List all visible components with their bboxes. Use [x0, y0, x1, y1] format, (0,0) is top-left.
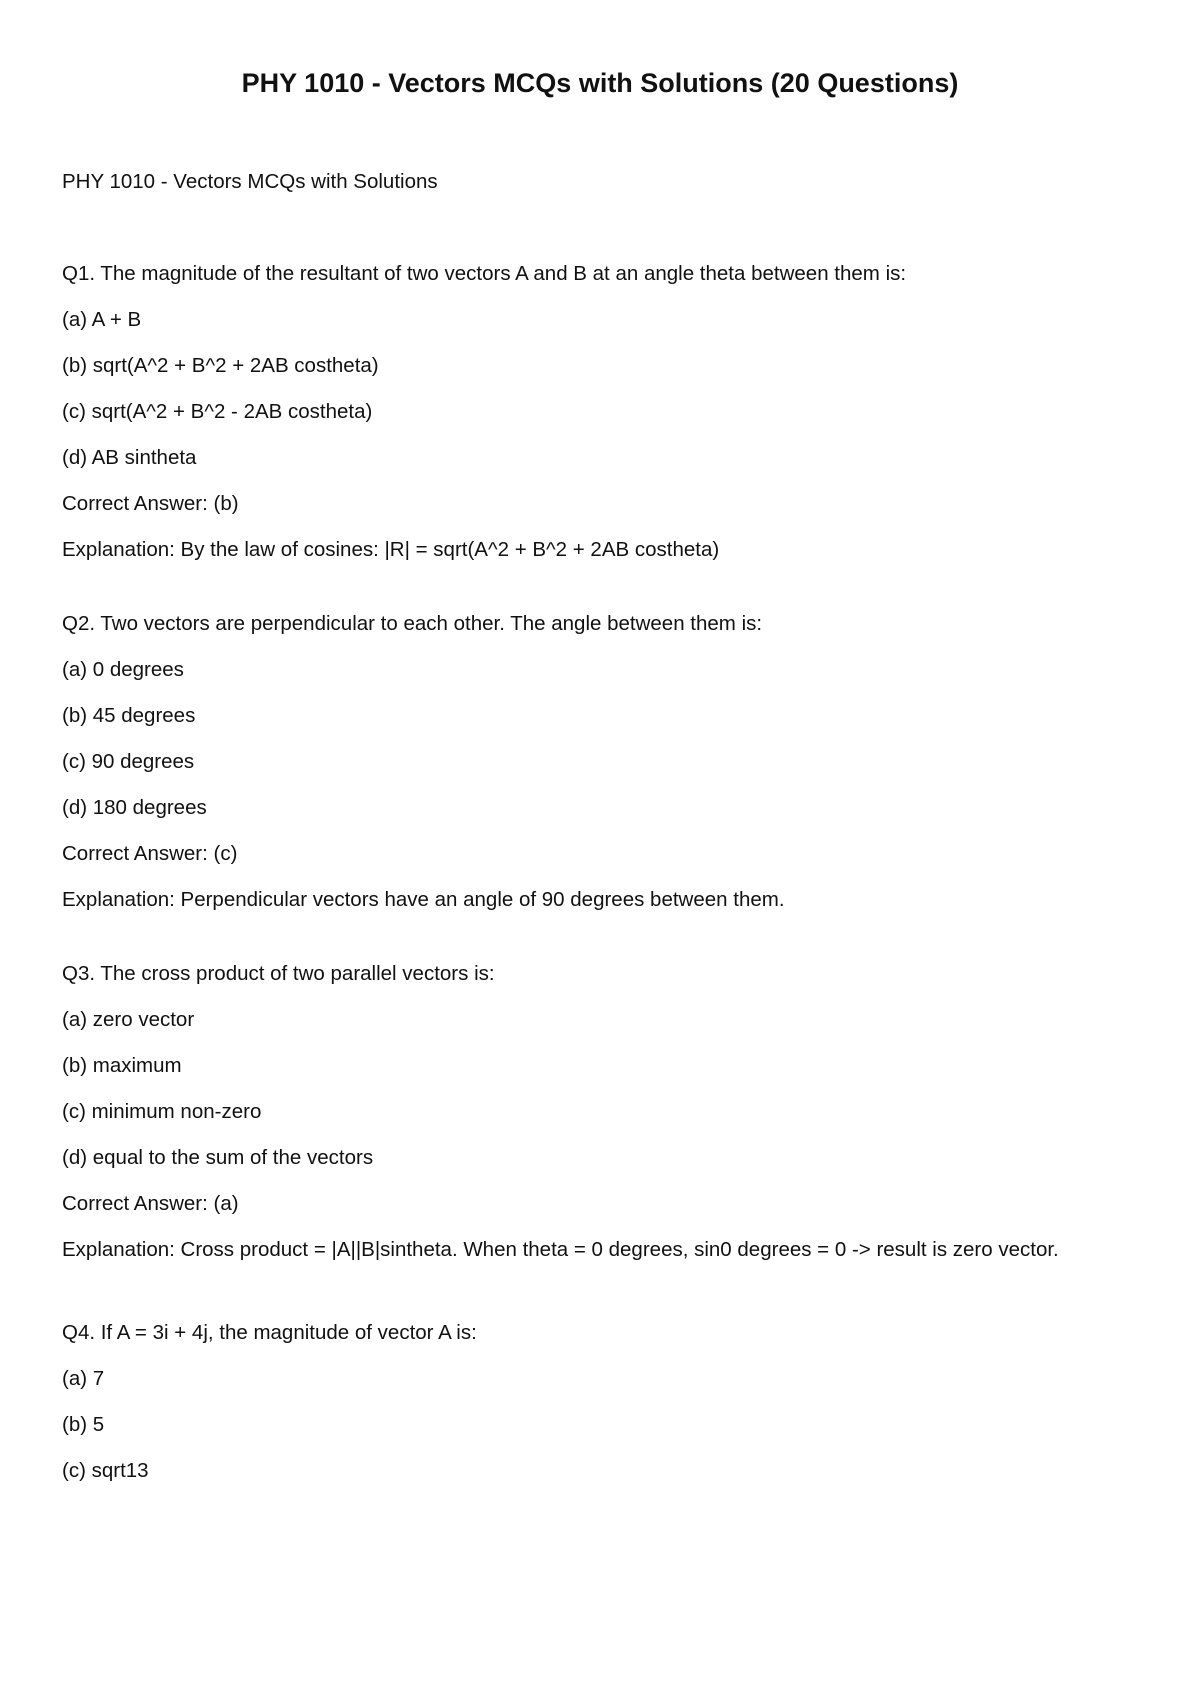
answer-option: (c) sqrt13	[62, 1459, 149, 1482]
document-subtitle: PHY 1010 - Vectors MCQs with Solutions	[62, 170, 438, 193]
answer-option: (a) 0 degrees	[62, 658, 184, 681]
question-prompt: Q4. If A = 3i + 4j, the magnitude of vector A is:	[62, 1321, 477, 1344]
answer-option: (d) 180 degrees	[62, 796, 207, 819]
question-4	[62, 1319, 1147, 1485]
answer-option: (d) AB sintheta	[62, 446, 197, 469]
answer-option: (c) sqrt(A^2 + B^2 - 2AB costheta)	[62, 400, 373, 423]
answer-option: (a) A + B	[62, 308, 142, 331]
answer-option: (b) 5	[62, 1413, 105, 1436]
answer-option: (a) zero vector	[62, 1008, 195, 1031]
explanation: Explanation: Cross product = |A||B|sintheta. When theta = 0 degrees, sin0 degrees = 0 -> result is zero vector.	[62, 1238, 1059, 1261]
question-3	[62, 960, 1147, 1273]
answer-option: (c) minimum non-zero	[62, 1100, 262, 1123]
answer-option: (d) equal to the sum of the vectors	[62, 1146, 374, 1169]
questions-list	[62, 260, 1147, 1531]
answer-option: (c) 90 degrees	[62, 750, 195, 773]
answer-option: (b) 45 degrees	[62, 704, 196, 727]
correct-answer: Correct Answer: (a)	[62, 1192, 239, 1215]
question-prompt: Q2. Two vectors are perpendicular to each other. The angle between them is:	[62, 612, 763, 635]
explanation: Explanation: By the law of cosines: |R| = sqrt(A^2 + B^2 + 2AB costheta)	[62, 538, 720, 561]
explanation: Explanation: Perpendicular vectors have an angle of 90 degrees between them.	[62, 888, 785, 911]
question-prompt: Q1. The magnitude of the resultant of two vectors A and B at an angle theta between them is:	[62, 262, 907, 285]
question-prompt: Q3. The cross product of two parallel vectors is:	[62, 962, 495, 985]
document-title: PHY 1010 - Vectors MCQs with Solutions (20 Questions)	[241, 68, 959, 98]
answer-option: (b) sqrt(A^2 + B^2 + 2AB costheta)	[62, 354, 379, 377]
correct-answer: Correct Answer: (b)	[62, 492, 239, 515]
answer-option: (a) 7	[62, 1367, 105, 1390]
question-1	[62, 260, 1147, 564]
correct-answer: Correct Answer: (c)	[62, 842, 238, 865]
question-2	[62, 610, 1147, 914]
answer-option: (b) maximum	[62, 1054, 182, 1077]
